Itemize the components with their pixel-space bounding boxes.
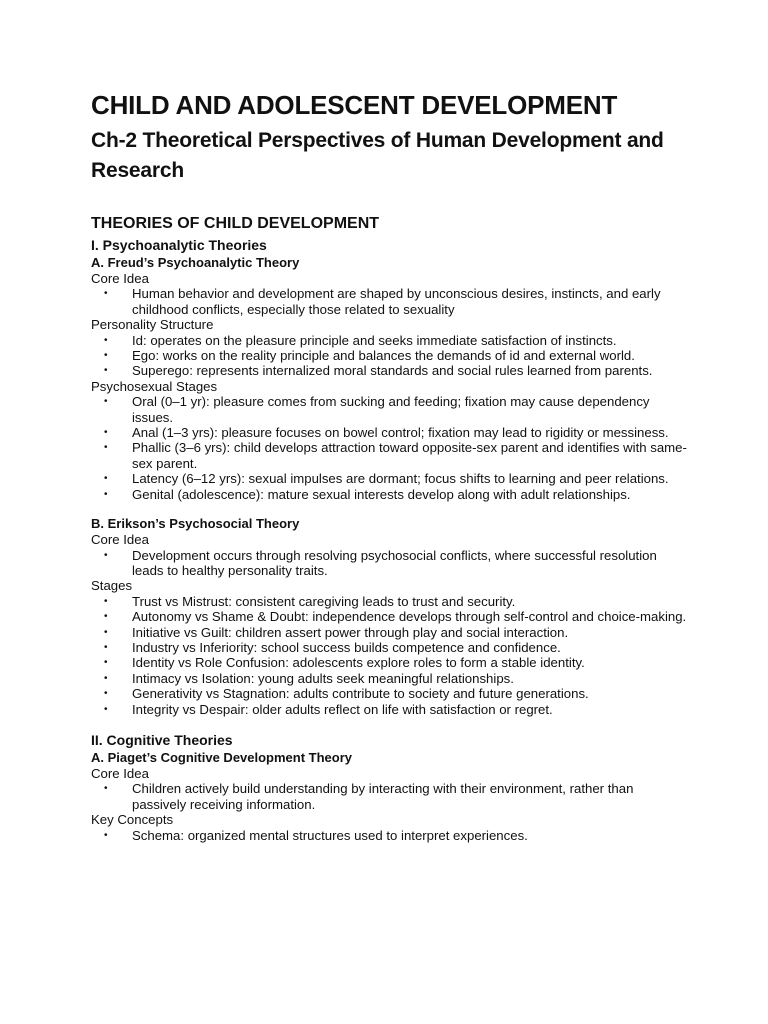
list-item (91, 640, 691, 655)
list-item-text: Human behavior and development are shaped by unconscious desires, instincts, and early childhood conflicts, especially those related to sexuality (132, 286, 661, 317)
psychoanalytic-heading: I. Psychoanalytic Theories (91, 237, 267, 253)
bullet-icon: • (104, 488, 108, 500)
bullet-icon: • (104, 611, 108, 623)
bullet-icon: • (104, 595, 108, 607)
list-item-text: Genital (adolescence): mature sexual interests develop along with adult relationships. (132, 486, 631, 502)
freud-core-idea-list (91, 286, 691, 317)
list-item (91, 333, 691, 348)
list-item-text: Integrity vs Despair: older adults reflect on life with satisfaction or regret. (132, 701, 553, 717)
list-item (91, 394, 691, 425)
key-concepts-label: Key Concepts (91, 812, 174, 828)
bullet-icon: • (104, 703, 108, 715)
psychosexual-stages-label: Psychosexual Stages (91, 378, 218, 394)
bullet-icon: • (104, 657, 108, 669)
freud-heading: A. Freud’s Psychoanalytic Theory (91, 255, 300, 270)
list-item (91, 363, 691, 378)
bullet-icon: • (104, 365, 108, 377)
list-item (91, 548, 691, 579)
bullet-icon: • (104, 672, 108, 684)
list-item-text: Development occurs through resolving psychosocial conflicts, where successful resolution leads to healthy personality traits. (132, 547, 657, 578)
list-item-text: Ego: works on the reality principle and balances the demands of id and external world. (132, 348, 635, 364)
cognitive-heading: II. Cognitive Theories (91, 731, 233, 748)
document-title: CHILD AND ADOLESCENT DEVELOPMENT (91, 90, 618, 120)
bullet-icon: • (104, 442, 108, 454)
section-heading: THEORIES OF CHILD DEVELOPMENT (91, 215, 380, 232)
erikson-stages-list (91, 594, 691, 717)
list-item (91, 828, 691, 843)
list-item-text: Autonomy vs Shame & Doubt: independence develops through self-control and choice-making. (132, 609, 687, 625)
erikson-stages-label: Stages (91, 578, 133, 594)
piaget-heading: A. Piaget’s Cognitive Development Theory (91, 749, 353, 765)
list-item (91, 440, 691, 471)
list-item (91, 487, 691, 502)
piaget-core-idea-label: Core Idea (91, 765, 149, 781)
key-concepts-list (91, 828, 691, 843)
personality-structure-list (91, 333, 691, 379)
freud-core-idea-label: Core Idea (91, 271, 149, 286)
list-item (91, 286, 691, 317)
erikson-heading: B. Erikson’s Psychosocial Theory (91, 516, 300, 532)
list-item-text: Initiative vs Guilt: children assert power through play and social interaction. (132, 624, 569, 640)
bullet-icon: • (104, 829, 108, 841)
bullet-icon: • (104, 473, 108, 485)
list-item (91, 425, 691, 440)
erikson-core-idea-label: Core Idea (91, 532, 149, 548)
erikson-core-idea-list (91, 548, 691, 579)
personality-structure-label: Personality Structure (91, 317, 214, 333)
list-item (91, 348, 691, 363)
list-item-text: Anal (1–3 yrs): pleasure focuses on bowel control; fixation may lead to rigidity or messiness. (132, 425, 669, 441)
bullet-icon: • (104, 688, 108, 700)
list-item-text: Industry vs Inferiority: school success builds competence and confidence. (132, 639, 561, 655)
document-page (91, 88, 691, 843)
bullet-icon: • (104, 396, 108, 408)
list-item-text: Oral (0–1 yr): pleasure comes from sucking and feeding; fixation may cause dependency issues. (132, 394, 650, 425)
bullet-icon: • (104, 427, 108, 439)
list-item-text: Superego: represents internalized moral standards and social rules learned from parents. (132, 363, 653, 379)
list-item-text: Children actively build understanding by interacting with their environment, rather than passively receiving information. (132, 781, 634, 812)
list-item-text: Trust vs Mistrust: consistent caregiving leads to trust and security. (132, 593, 516, 609)
list-item (91, 655, 691, 670)
bullet-icon: • (104, 641, 108, 653)
list-item-text: Id: operates on the pleasure principle and seeks immediate satisfaction of instincts. (132, 332, 617, 348)
list-item-text: Schema: organized mental structures used to interpret experiences. (132, 827, 528, 843)
list-item-text: Intimacy vs Isolation: young adults seek meaningful relationships. (132, 670, 514, 686)
list-item (91, 625, 691, 640)
list-item-text: Generativity vs Stagnation: adults contribute to society and future generations. (132, 686, 589, 702)
bullet-icon: • (104, 350, 108, 362)
list-item (91, 702, 691, 717)
bullet-icon: • (104, 626, 108, 638)
list-item (91, 609, 691, 624)
list-item-text: Identity vs Role Confusion: adolescents explore roles to form a stable identity. (132, 655, 585, 671)
piaget-core-idea-list (91, 781, 691, 812)
psychosexual-stages-list (91, 394, 691, 502)
bullet-icon: • (104, 783, 108, 795)
list-item (91, 686, 691, 701)
list-item (91, 594, 691, 609)
bullet-icon: • (104, 288, 108, 300)
bullet-icon: • (104, 549, 108, 561)
list-item (91, 781, 691, 812)
list-item (91, 471, 691, 486)
bullet-icon: • (104, 334, 108, 346)
list-item-text: Latency (6–12 yrs): sexual impulses are dormant; focus shifts to learning and peer relations. (132, 471, 669, 487)
list-item-text: Phallic (3–6 yrs): child develops attraction toward opposite-sex parent and identifies with same-sex parent. (132, 440, 687, 471)
list-item (91, 671, 691, 686)
chapter-title: Ch-2 Theoretical Perspectives of Human Development and Research (91, 129, 664, 182)
